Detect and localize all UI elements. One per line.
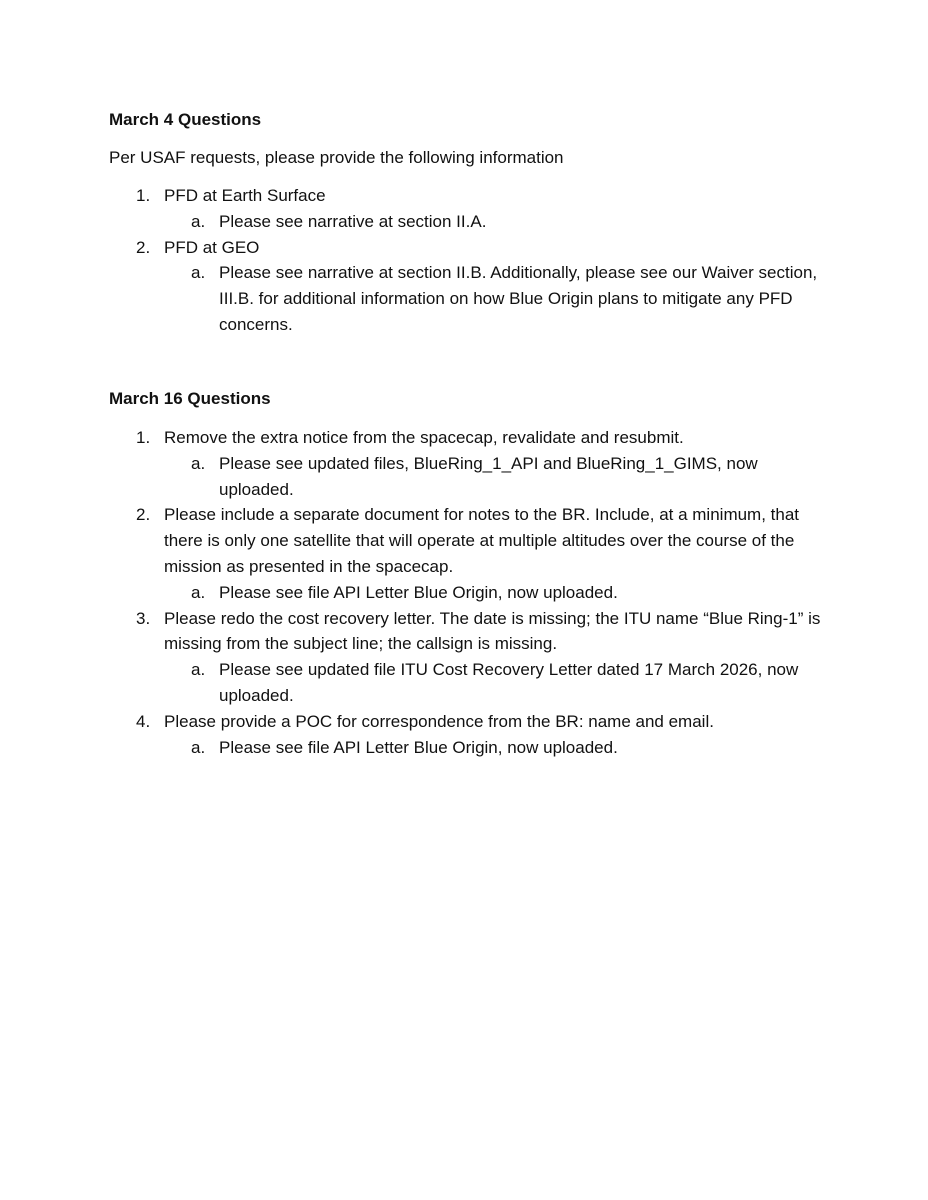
sub-item-text: Please see narrative at section II.A. [219, 211, 487, 231]
sub-list [164, 735, 829, 761]
sub-item-text: Please see updated file ITU Cost Recovery Letter dated 17 March 2026, now uploaded. [219, 660, 799, 705]
item-text: Please provide a POC for correspondence from the BR: name and email. [164, 711, 714, 731]
sub-list-item [164, 580, 829, 606]
sub-item-text: Please see narrative at section II.B. Additionally, please see our Waiver section, III.B. for additional information on how Blue Origin plans to mitigate any PFD concerns. [219, 263, 818, 334]
section-heading-march-16: March 16 Questions [109, 389, 271, 408]
item-text: Please redo the cost recovery letter. The date is missing; the ITU name “Blue Ring-1” is missing from the subject line; the callsign is missing. [164, 608, 821, 654]
march-4-question-list [109, 183, 829, 338]
list-item [109, 425, 829, 502]
item-number: 1. [136, 428, 151, 447]
sub-list-item [164, 657, 829, 709]
sub-list-item [164, 735, 829, 761]
item-number: 1. [136, 186, 151, 205]
sub-item-label: a. [191, 737, 206, 757]
march-16-question-list [109, 425, 829, 760]
sub-list [164, 580, 829, 606]
item-text: PFD at GEO [164, 237, 260, 257]
item-number: 4. [136, 711, 151, 731]
item-number: 3. [136, 608, 151, 628]
sub-item-label: a. [191, 211, 206, 231]
item-text: Please include a separate document for notes to the BR. Include, at a minimum, that there is only one satellite that will operate at multiple altitudes over the course of the mission as presented in the spacecap. [164, 505, 800, 576]
sub-item-label: a. [191, 582, 206, 602]
intro-paragraph: Per USAF requests, please provide the following information [109, 148, 564, 167]
sub-item-text: Please see file API Letter Blue Origin, now uploaded. [219, 582, 618, 602]
list-item [109, 709, 829, 761]
item-text: Remove the extra notice from the spacecap, revalidate and resubmit. [164, 428, 684, 447]
sub-item-label: a. [191, 660, 206, 680]
sub-list-item [164, 451, 829, 503]
section-heading-march-4: March 4 Questions [109, 110, 262, 129]
sub-list [164, 657, 829, 709]
list-item [109, 502, 829, 605]
list-item [109, 235, 829, 338]
sub-list [164, 451, 829, 503]
sub-item-label: a. [191, 453, 206, 473]
item-number: 2. [136, 237, 151, 257]
sub-item-text: Please see file API Letter Blue Origin, now uploaded. [219, 737, 618, 757]
item-text: PFD at Earth Surface [164, 186, 326, 205]
sub-item-label: a. [191, 263, 206, 283]
sub-list [164, 260, 829, 337]
item-number: 2. [136, 505, 151, 525]
list-item [109, 606, 829, 709]
list-item [109, 183, 829, 235]
sub-list [164, 209, 829, 235]
sub-list-item [164, 260, 829, 337]
sub-item-text: Please see updated files, BlueRing_1_API and BlueRing_1_GIMS, now uploaded. [219, 453, 758, 499]
sub-list-item [164, 209, 829, 235]
